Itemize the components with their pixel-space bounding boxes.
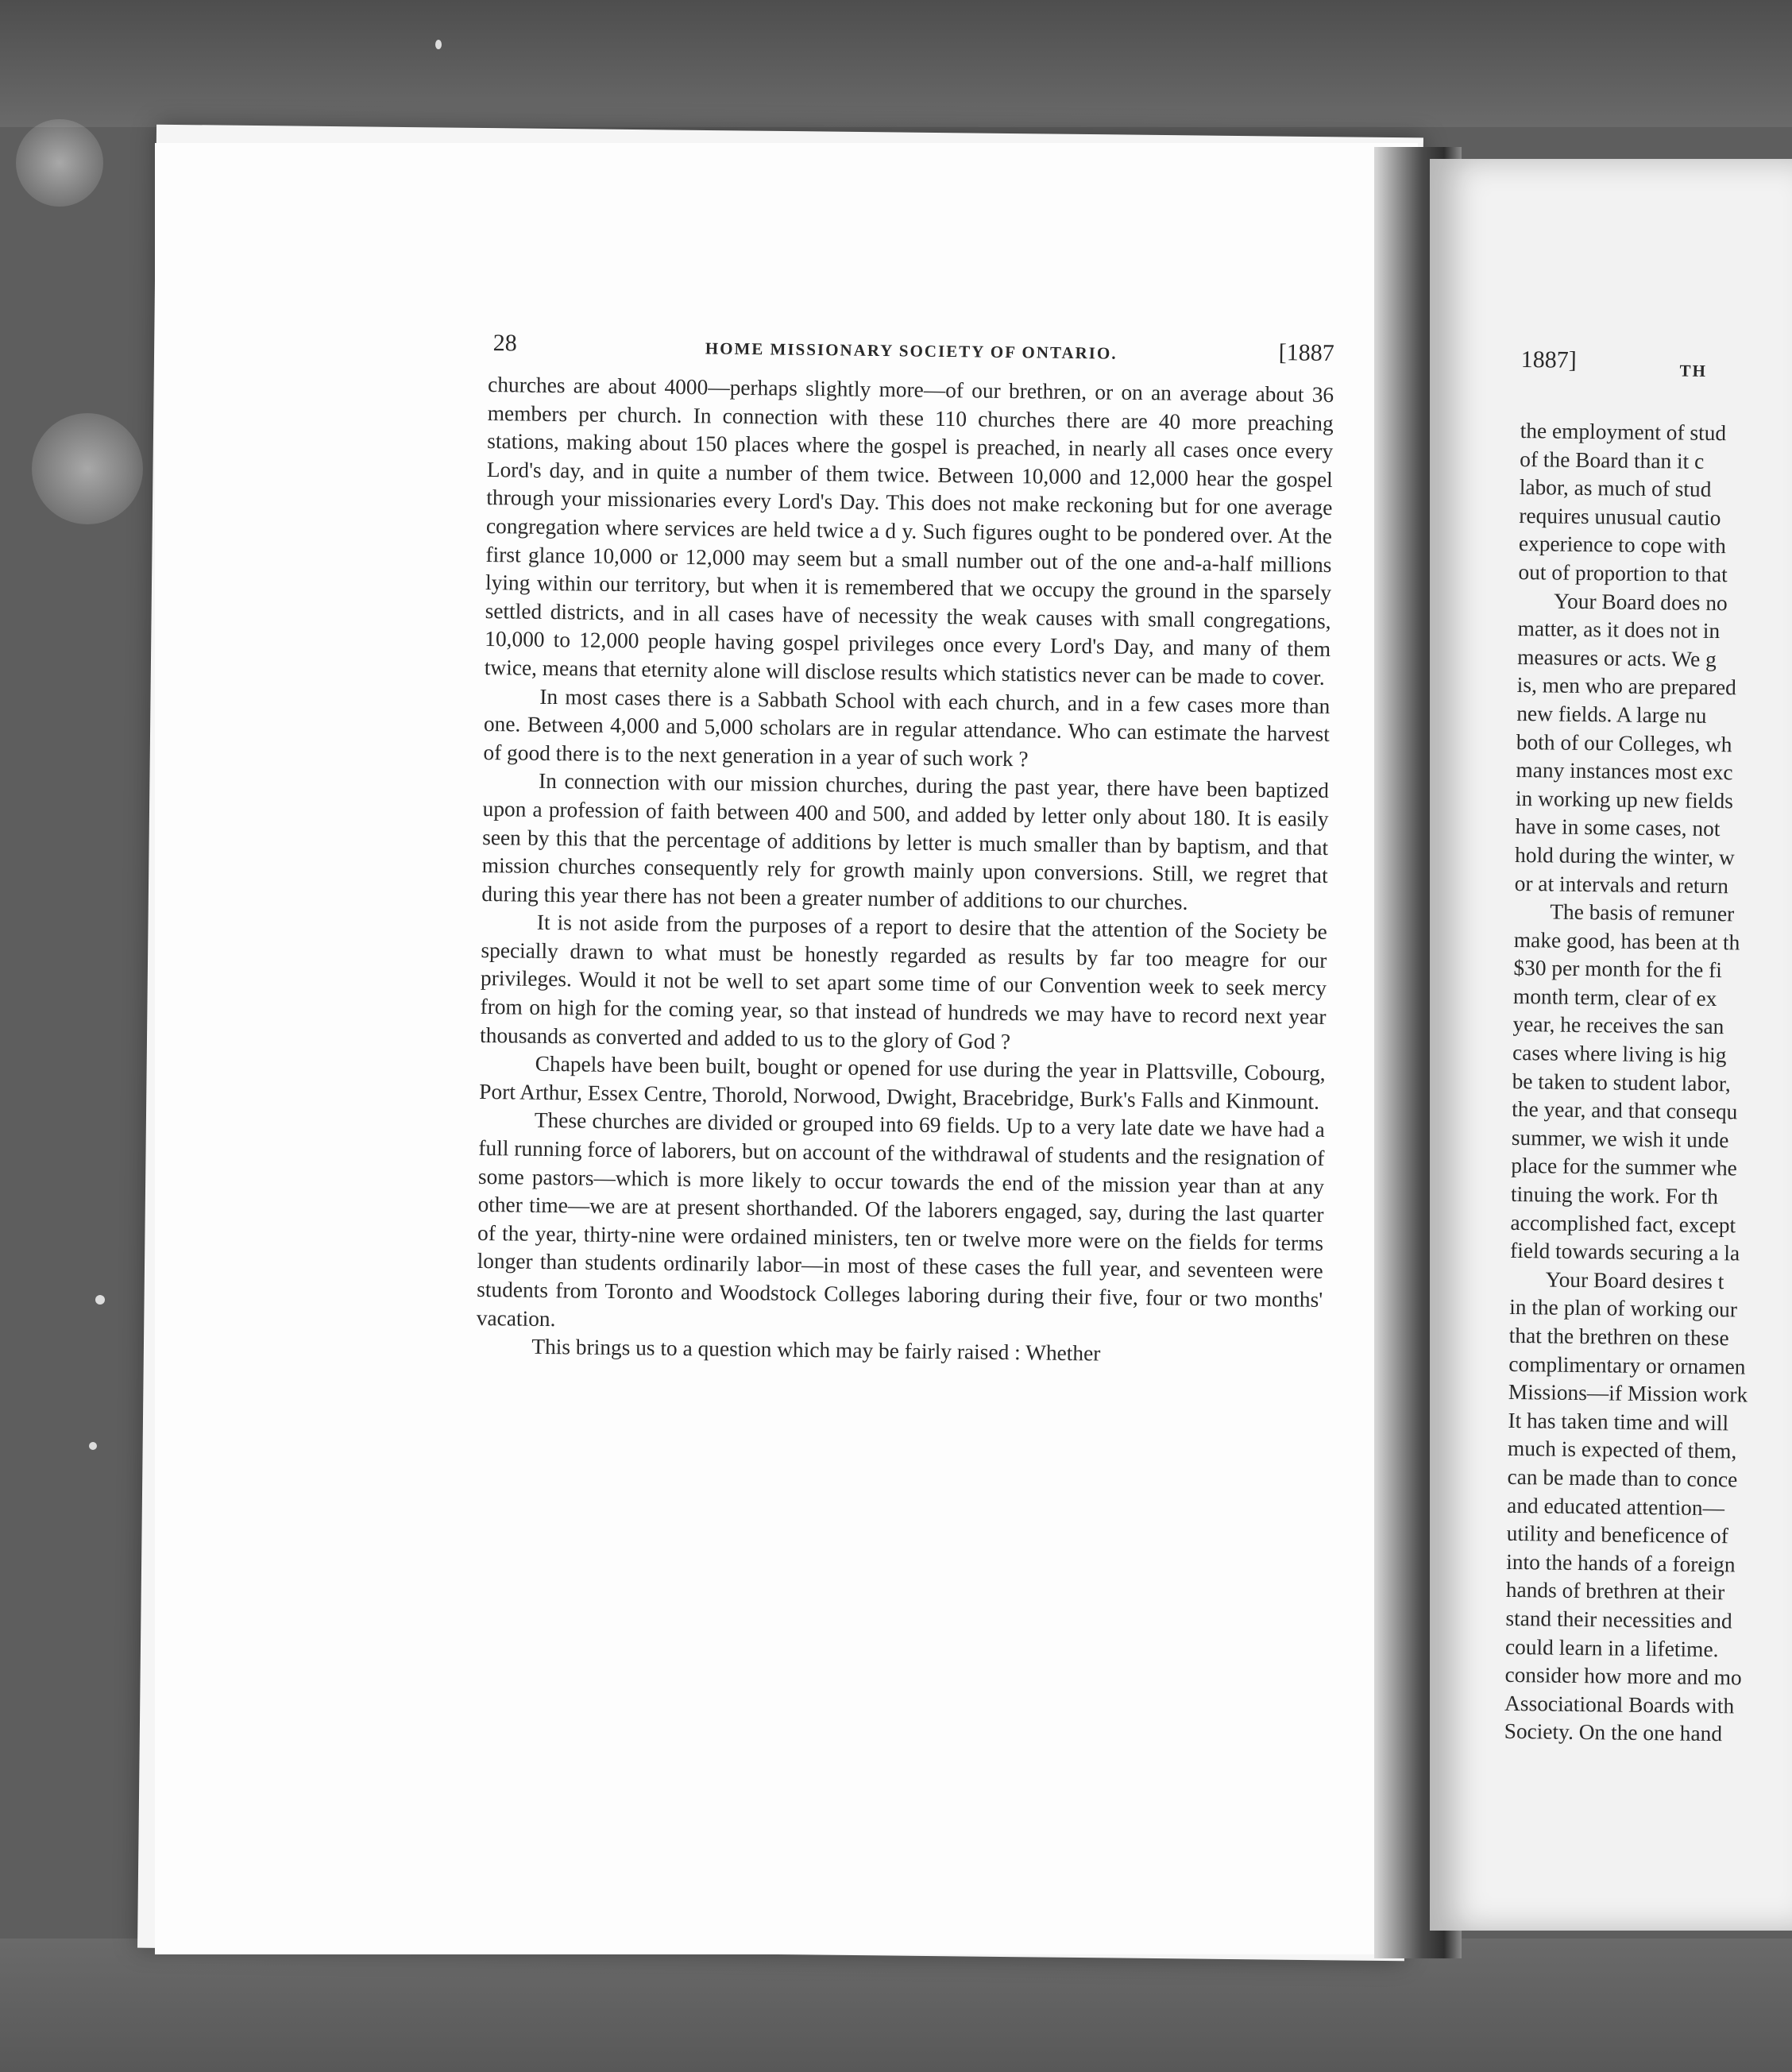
text-line: accomplished fact, except	[1510, 1210, 1736, 1238]
paragraph: These churches are divided or grouped into 69 fields. Up to a very late date we have had a full running force of laborers, but on account of the withdrawal of students and the resignation of some pastors—which is more likely to occur towards the end of the mission year than at any other time—we are at present shorthanded. Of the laborers engaged, say, during the last quarter of the year, thirty-nine were ordained ministers, ten or twelve more were on the fields for terms longer than students ordinarily labor—in most of these cases the full year, and seventeen were students from Toronto and Woodstock Colleges laboring during their five, four or two months' vacation.	[476, 1108, 1325, 1331]
text-line: new fields. A large nu	[1516, 701, 1707, 728]
text-line: experience to cope with	[1518, 532, 1726, 559]
body-text	[476, 371, 1334, 1371]
text-line: utility and beneficence of	[1506, 1521, 1729, 1548]
text-line: both of our Colleges, wh	[1516, 729, 1732, 756]
text-line: stand their necessities and	[1505, 1606, 1732, 1633]
text-line: could learn in a lifetime.	[1504, 1634, 1719, 1661]
text-line: is, men who are prepared	[1516, 673, 1737, 700]
text-line: that the brethren on these	[1508, 1323, 1729, 1351]
text-line: month term, clear of ex	[1512, 984, 1717, 1011]
text-line: summer, we wish it unde	[1511, 1125, 1729, 1153]
paragraph: It is not aside from the purposes of a report to desire that the attention of the Society be specially drawn to what must be honestly regarded as results by far too meagre for our privileges. Would it not be well to set apart some time of our Convention week to seek mercy from on high for the coming year, so that instead of hundreds we may have to record next year thousands as converted and added to us to the glory of God ?	[479, 910, 1327, 1053]
text-line: Society. On the one hand	[1504, 1719, 1723, 1746]
text-line: tinuing the work. For th	[1510, 1181, 1719, 1209]
dust-speck	[435, 40, 442, 49]
text-line: labor, as much of stud	[1519, 475, 1712, 502]
text-line: have in some cases, not	[1515, 814, 1721, 841]
text-line: in the plan of working our	[1509, 1295, 1738, 1322]
page-number: 28	[492, 330, 517, 357]
text-line: Your Board desires t	[1545, 1267, 1724, 1294]
running-year: [1887	[1278, 339, 1334, 367]
text-line: It has taken time and will	[1508, 1408, 1729, 1436]
text-line: many instances most exc	[1516, 758, 1733, 785]
paragraph: Chapels have been built, bought or opened for use during the year in Plattsville, Cobourg, Port Arthur, Essex Centre, Thorold, Norwood, Dwight, Bracebridge, Burk's Falls and Kinmount.	[479, 1052, 1326, 1114]
paragraph: This brings us to a question which may be fairly raised : Whether	[531, 1334, 1101, 1366]
right-running-head	[1520, 346, 1792, 389]
dust-speck	[95, 1295, 105, 1305]
text-line: the year, and that consequ	[1512, 1097, 1738, 1124]
text-line: year, he receives the san	[1512, 1012, 1724, 1039]
lens-flare	[16, 119, 103, 207]
text-line: in working up new fields	[1515, 786, 1734, 814]
paragraph: In most cases there is a Sabbath School with each church, and in a few cases more than one. Between 4,000 and 5,000 scholars are in regular attendance. Who can estimate the harvest of good there is to the next generation in a year of such work ?	[483, 684, 1330, 771]
text-line: matter, as it does not in	[1517, 617, 1721, 644]
text-line: hold during the winter, w	[1514, 842, 1735, 870]
text-line: field towards securing a la	[1509, 1239, 1740, 1266]
text-line: or at intervals and return	[1514, 871, 1729, 898]
right-page-text	[1504, 346, 1792, 1750]
text-line: cases where living is hig	[1512, 1040, 1727, 1068]
text-line: out of proportion to that	[1518, 559, 1728, 587]
lens-flare	[32, 413, 143, 524]
text-line: Your Board does no	[1553, 589, 1728, 615]
dust-speck	[89, 1442, 97, 1450]
text-line: and educated attention—	[1506, 1493, 1725, 1520]
text-line: requires unusual cautio	[1519, 503, 1721, 530]
text-line: $30 per month for the fi	[1513, 956, 1723, 983]
text-line: into the hands of a foreign	[1506, 1549, 1736, 1577]
right-page-lines	[1504, 417, 1792, 1750]
right-running-title: TH	[1679, 361, 1708, 381]
text-line: complimentary or ornamen	[1508, 1351, 1746, 1379]
text-line: can be made than to conce	[1507, 1464, 1738, 1492]
text-line: Missions—if Mission work	[1508, 1380, 1748, 1407]
text-line: much is expected of them,	[1507, 1436, 1737, 1463]
scanner-background-top	[0, 0, 1792, 127]
text-line: measures or acts. We g	[1517, 644, 1717, 671]
text-line: Associational Boards with	[1504, 1691, 1735, 1718]
paragraph: In connection with our mission churches, during the past year, there have been baptized upon a profession of faith between 400 and 500, and added by letter only about 180. It is easily seen by this that the percentage of additions by letter is much smaller than by baptism, and that mission churches consequently rely for growth mainly upon conversions. Still, we regret that during this year there has not been a greater number of additions to our churches.	[481, 769, 1330, 914]
paragraph: churches are about 4000—perhaps slightly more—of our brethren, or on an average about 36 members per church. In connection with these 110 churches there are 40 more preaching stations, making about 150 places where the gospel is preached, in nearly all cases once every Lord's day, and in quite a number of them twice. Between 10,000 and 12,000 hear the gospel through your missionaries every Lord's Day. This does not make reckoning but for one average congregation where services are held twice a d y. Such figures ought to be pondered over. At the first glance 10,000 or 12,000 may seem but a small number out of the one and-a-half millions lying within our territory, but when it is remembered that we occupy the ground in the sparsely settled districts, and in all cases have of necessity the weak causes with small congregations, 10,000 to 12,000 people having gospel privileges once every Lord's Day, and many of them twice, means that eternity alone will disclose results which statistics never can be made to cover.	[484, 372, 1334, 690]
text-line: consider how more and mo	[1504, 1663, 1742, 1690]
text-line: of the Board than it c	[1520, 446, 1705, 474]
text-line: make good, has been at th	[1513, 927, 1740, 955]
right-page	[1430, 159, 1792, 1931]
running-title: HOME MISSIONARY SOCIETY OF ONTARIO.	[705, 338, 1118, 363]
text-line: hands of brethren at their	[1505, 1578, 1725, 1605]
left-page-text	[476, 330, 1334, 1371]
scanner-background-bottom	[0, 1939, 1792, 2072]
text-line: be taken to student labor,	[1512, 1069, 1731, 1096]
text-line: The basis of remuner	[1550, 899, 1735, 926]
text-line: the employment of stud	[1520, 418, 1727, 446]
right-page-year: 1887]	[1520, 346, 1577, 373]
text-line: place for the summer whe	[1511, 1154, 1738, 1181]
